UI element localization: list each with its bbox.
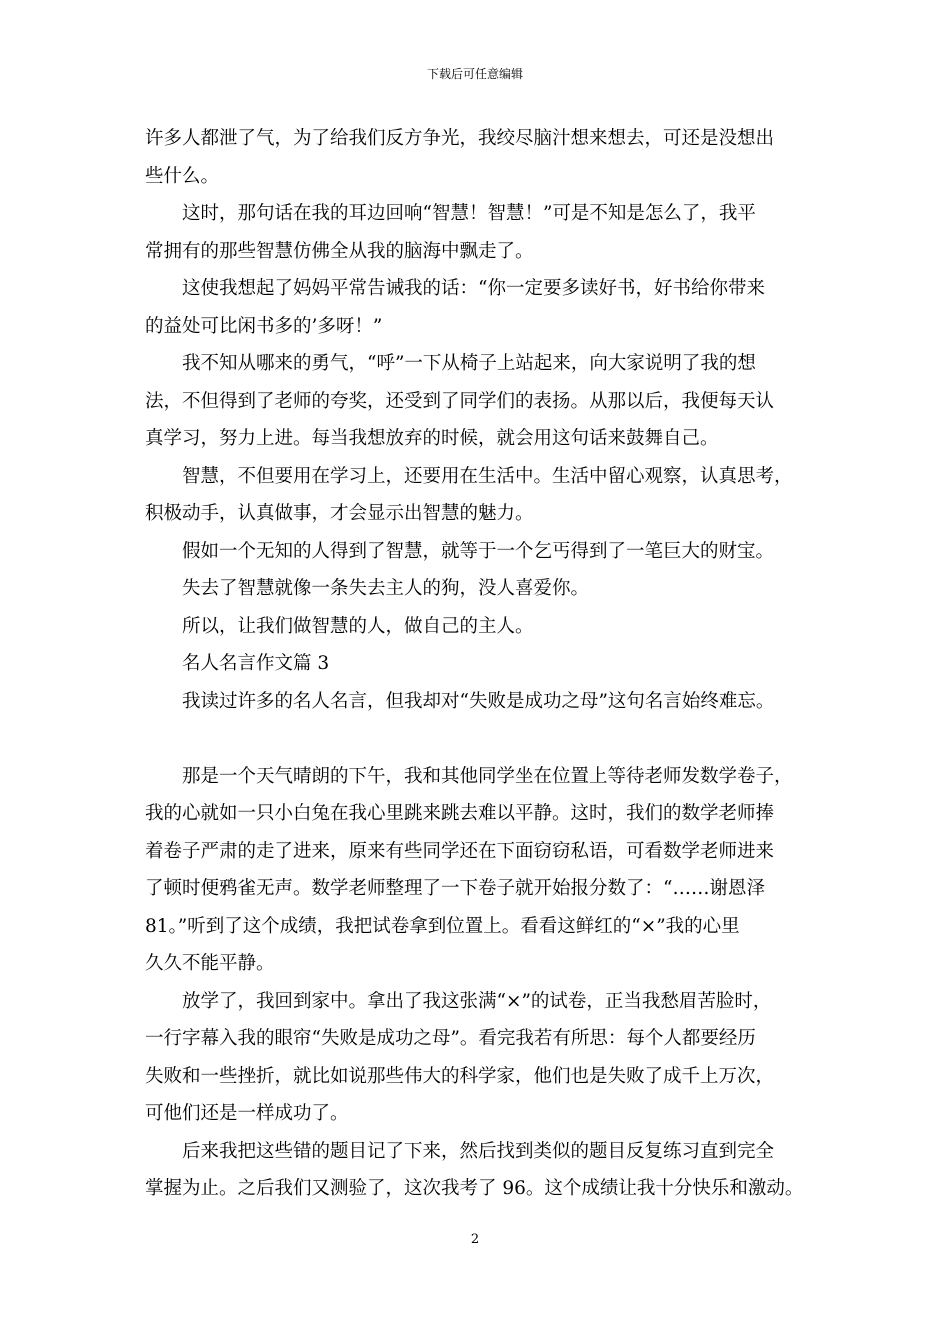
text-line: 了顿时便鸦雀无声。数学老师整理了一下卷子就开始报分数了：“……谢恩泽 bbox=[145, 878, 765, 899]
text-line: 后来我把这些错的题目记了下来，然后找到类似的题目反复练习直到完全 bbox=[182, 1140, 775, 1162]
paragraph bbox=[145, 683, 825, 721]
text-line: 许多人都泄了气，为了给我们反方争光，我绞尽脑汁想来想去，可还是没想出 bbox=[145, 128, 775, 149]
text-line: 假如一个无知的人得到了智慧，就等于一个乞丐得到了一笔巨大的财宝。 bbox=[182, 540, 775, 562]
text-line: 真学习，努力上进。每当我想放弃的时候，就会用这句话来鼓舞自己。 bbox=[145, 428, 719, 449]
text-line: 81。”听到了这个成绩，我把试卷拿到位置上。看看这鲜红的“×”我的心里 bbox=[145, 915, 740, 937]
text-line: 常拥有的那些智慧仿佛全从我的脑海中飘走了。 bbox=[145, 240, 534, 262]
text-line: 智慧，不但要用在学习上，还要用在生活中。生活中留心观察，认真思考， bbox=[182, 465, 793, 487]
text-line: 些什么。 bbox=[145, 165, 220, 187]
text-line: 法，不但得到了老师的夸奖，还受到了同学们的表扬。从那以后，我便每天认 bbox=[145, 390, 775, 412]
text-line: 名人名言作文篇 3 bbox=[182, 653, 330, 674]
page-header: 下载后可任意编辑 bbox=[426, 67, 523, 81]
page-number: 2 bbox=[470, 1232, 480, 1247]
paragraph bbox=[145, 758, 825, 983]
text-line: 这时，那句话在我的耳边回响“智慧！智慧！”可是不知是怎么了，我平 bbox=[182, 203, 756, 224]
text-line: 积极动手，认真做事，才会显示出智慧的魅力。 bbox=[145, 503, 534, 524]
text-line: 久久不能平静。 bbox=[145, 953, 275, 974]
text-line: 那是一个天气晴朗的下午，我和其他同学坐在位置上等待老师发数学卷子， bbox=[182, 765, 793, 787]
section-heading bbox=[145, 645, 825, 683]
paragraph bbox=[145, 570, 825, 608]
text-line: 我不知从哪来的勇气，“呼”一下从椅子上站起来，向大家说明了我的想 bbox=[182, 353, 756, 374]
paragraph bbox=[145, 120, 825, 195]
text-line: 着卷子严肃的走了进来，原来有些同学还在下面窃窃私语，可看数学老师进来 bbox=[145, 840, 775, 862]
blank-line bbox=[145, 720, 825, 758]
paragraph bbox=[145, 983, 825, 1133]
document-body bbox=[145, 120, 825, 1208]
text-line: 一行字幕入我的眼帘“失败是成功之母”。看完我若有所思：每个人都要经历 bbox=[145, 1028, 756, 1049]
paragraph bbox=[145, 345, 825, 458]
text-line: 我读过许多的名人名言，但我却对“失败是成功之母”这句名言始终难忘。 bbox=[182, 690, 775, 712]
text-line: 放学了，我回到家中。拿出了我这张满“×”的试卷，正当我愁眉苦脸时， bbox=[182, 990, 772, 1012]
paragraph bbox=[145, 270, 825, 345]
text-line: 我的心就如一只小白兔在我心里跳来跳去难以平静。这时，我们的数学老师捧 bbox=[145, 803, 775, 824]
text-line: 所以，让我们做智慧的人，做自己的主人。 bbox=[182, 615, 534, 637]
paragraph bbox=[145, 608, 825, 646]
paragraph bbox=[145, 533, 825, 571]
text-line: 可他们还是一样成功了。 bbox=[145, 1103, 349, 1124]
paragraph bbox=[145, 1133, 825, 1208]
paragraph bbox=[145, 458, 825, 533]
text-line: 掌握为止。之后我们又测验了，这次我考了 96。这个成绩让我十分快乐和激动。 bbox=[145, 1178, 804, 1199]
paragraph bbox=[145, 195, 825, 270]
text-line: 这使我想起了妈妈平常告诫我的话：“你一定要多读好书，好书给你带来 bbox=[182, 278, 765, 299]
text-line: 的益处可比闲书多的’多呀！” bbox=[145, 315, 383, 337]
text-line: 失去了智慧就像一条失去主人的狗，没人喜爱你。 bbox=[182, 578, 590, 599]
text-line: 失败和一些挫折，就比如说那些伟大的科学家，他们也是失败了成千上万次， bbox=[145, 1065, 775, 1087]
